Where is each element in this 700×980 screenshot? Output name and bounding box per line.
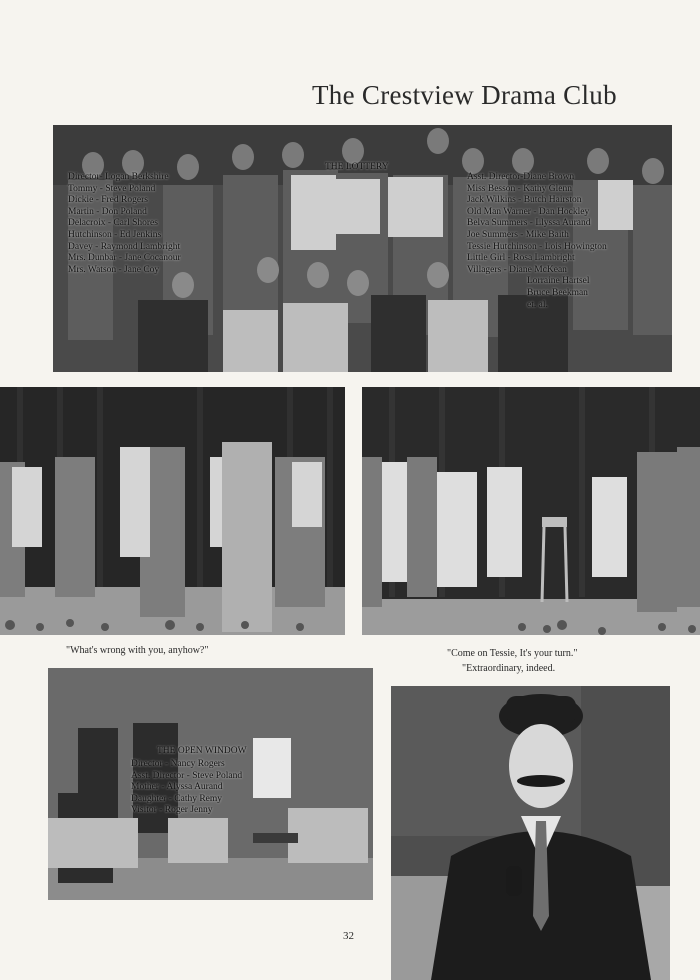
credit-line: Director- Logan Berkshire	[68, 172, 169, 182]
credit-line: Dickie - Fred Rogers	[68, 195, 148, 206]
caption-right-line-2: "Extraordinary, indeed.	[462, 663, 556, 674]
lottery-heading: THE LOTTERY	[325, 162, 389, 172]
caption-left: "What's wrong with you, anyhow?"	[66, 645, 209, 656]
credit-line: Tessie Hutchinson - Lois Howington	[467, 241, 607, 252]
stage-scene-photo-left	[0, 387, 345, 635]
page-title: The Crestview Drama Club	[312, 80, 617, 110]
page-number: 32	[343, 930, 354, 942]
actor-portrait-image	[391, 686, 670, 980]
stage-scene-image	[0, 387, 345, 635]
credit-line: Mrs. Dunbar - Jane Cocanour	[68, 253, 181, 264]
credit-line: Asst. Director-Diane Brown	[467, 172, 575, 182]
credit-line: Director - Nancy Rogers	[131, 759, 225, 769]
credit-line: Tommy - Steve Poland	[68, 183, 156, 194]
credit-line: Mother - Alyssa Aurand	[131, 782, 223, 793]
credit-line: Bruce Beekman	[527, 287, 588, 298]
credit-line: Visitor - Roger Jenny	[131, 805, 213, 816]
credit-line: Joe Summers - Mike Baith	[467, 229, 569, 240]
caption-right-line-1: "Come on Tessie, It's your turn."	[447, 648, 578, 659]
credit-line: Daughter - Cathy Remy	[131, 793, 223, 804]
credit-line: Asst. Director - Steve Poland	[131, 770, 243, 781]
stage-scene-photo-right	[362, 387, 700, 635]
credit-line: et. al.	[527, 299, 548, 310]
credit-line: Delacroix - Carl Shores	[68, 218, 158, 229]
lottery-left-credits	[68, 172, 181, 276]
stage-scene-image	[362, 387, 700, 635]
lottery-right-credits	[467, 172, 607, 311]
portrait-photo	[391, 686, 670, 980]
credit-line: Belva Summers - Llyssa Aurand	[467, 218, 591, 229]
open-window-credits	[131, 759, 242, 817]
open-window-heading: THE OPEN WINDOW	[157, 746, 247, 756]
credit-line: Old Man Warner - Dan Hockley	[467, 206, 590, 217]
credit-line: Hutchinson - Ed Jenkins	[68, 229, 162, 240]
credit-line: Little Girl - Rosa Lambright	[467, 253, 575, 264]
credit-line: Martin - Don Poland	[68, 206, 147, 217]
credit-line: Davey - Raymond Lambright	[68, 241, 181, 252]
credit-line: Villagers - Diane McKean	[467, 264, 567, 275]
credit-line: Jack Wilkins - Butch Hairston	[467, 195, 582, 206]
credit-line: Mrs. Watson - Jane Coy	[68, 264, 160, 275]
credit-line: Miss Besson - Kathy Glenn	[467, 183, 573, 194]
credit-line: Lorraine Hartsel	[527, 276, 590, 287]
